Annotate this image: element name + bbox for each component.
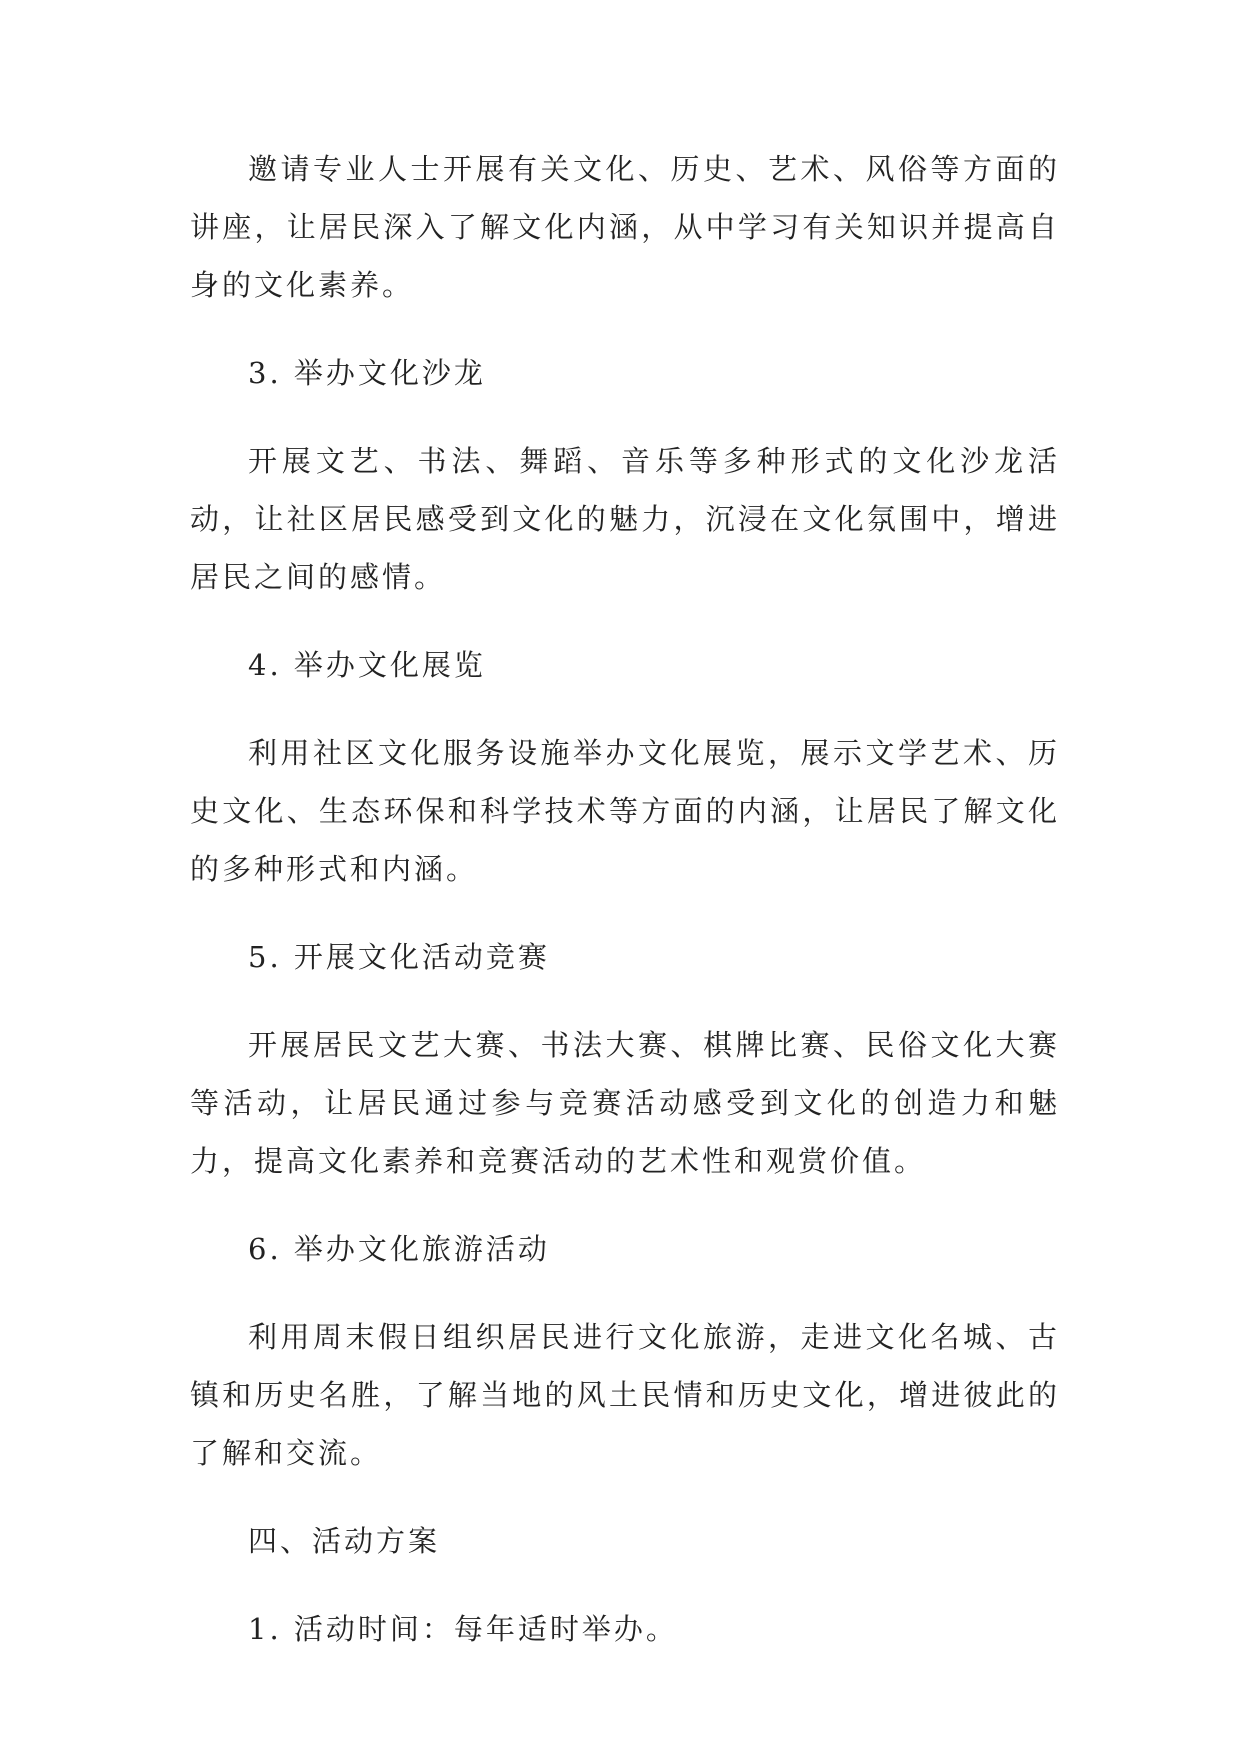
- heading-culture-salon: 3. 举办文化沙龙: [248, 356, 486, 390]
- item-activity-time: 1. 活动时间：每年适时举办。: [248, 1612, 678, 1646]
- paragraph-culture-tourism: 利用周末假日组织居民进行文化旅游，走进文化名城、古镇和历史名胜，了解当地的风土民情和历史文化，增进彼此的了解和交流。: [190, 1320, 1060, 1470]
- heading-culture-exhibition: 4. 举办文化展览: [248, 648, 486, 682]
- heading-culture-competition: 5. 开展文化活动竞赛: [248, 940, 550, 974]
- paragraph-culture-exhibition: 利用社区文化服务设施举办文化展览，展示文学艺术、历史文化、生态环保和科学技术等方面的内涵，让居民了解文化的多种形式和内涵。: [190, 736, 1060, 886]
- document-body: [190, 140, 1060, 1658]
- paragraph-lectures: 邀请专业人士开展有关文化、历史、艺术、风俗等方面的讲座，让居民深入了解文化内涵，从中学习有关知识并提高自身的文化素养。: [190, 152, 1060, 302]
- paragraph-culture-competition: 开展居民文艺大赛、书法大赛、棋牌比赛、民俗文化大赛等活动，让居民通过参与竞赛活动感受到文化的创造力和魅力，提高文化素养和竞赛活动的艺术性和观赏价值。: [190, 1028, 1060, 1178]
- paragraph-culture-salon: 开展文艺、书法、舞蹈、音乐等多种形式的文化沙龙活动，让社区居民感受到文化的魅力，沉浸在文化氛围中，增进居民之间的感情。: [190, 444, 1060, 594]
- heading-culture-tourism: 6. 举办文化旅游活动: [248, 1232, 550, 1266]
- section-heading-activity-plan: 四、活动方案: [248, 1524, 441, 1558]
